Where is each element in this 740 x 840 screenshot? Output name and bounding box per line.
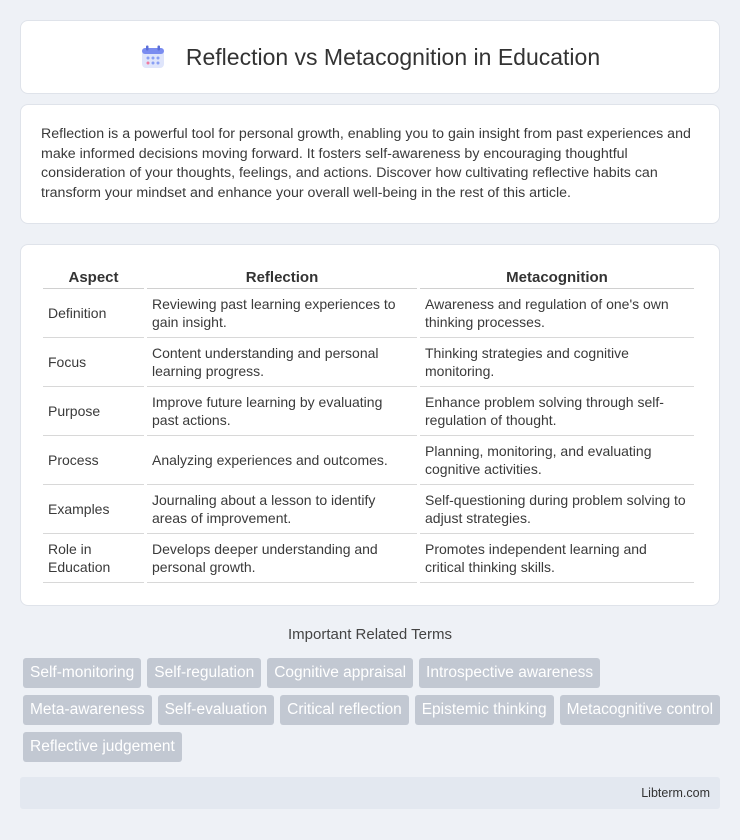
comparison-table [40,265,697,583]
table-header-row [43,265,694,289]
tag-cognitive-appraisal[interactable]: Cognitive appraisal [267,658,413,688]
aspect-cell: Purpose [43,387,144,436]
metacognition-cell: Thinking strategies and cognitive monitoring. [420,338,694,387]
header-aspect: Aspect [43,265,144,289]
title-card [20,20,720,94]
table-row [43,289,694,338]
tag-introspective-awareness[interactable]: Introspective awareness [419,658,600,688]
page-title: Reflection vs Metacognition in Education [185,43,601,70]
table-row [43,338,694,387]
aspect-cell: Process [43,436,144,485]
metacognition-cell: Awareness and regulation of one's own thinking processes. [420,289,694,338]
reflection-cell: Reviewing past learning experiences to gain insight. [147,289,417,338]
metacognition-cell: Planning, monitoring, and evaluating cognitive activities. [420,436,694,485]
tag-critical-reflection[interactable]: Critical reflection [280,695,409,725]
reflection-cell: Content understanding and personal learning progress. [147,338,417,387]
tag-metacognitive-control[interactable]: Metacognitive control [560,695,720,725]
metacognition-cell: Promotes independent learning and critical thinking skills. [420,534,694,583]
tag-self-regulation[interactable]: Self-regulation [147,658,261,688]
aspect-cell: Definition [43,289,144,338]
reflection-cell: Improve future learning by evaluating past actions. [147,387,417,436]
metacognition-cell: Self-questioning during problem solving to adjust strategies. [420,485,694,534]
related-terms-title: Important Related Terms [288,626,452,643]
metacognition-cell: Enhance problem solving through self-regulation of thought. [420,387,694,436]
tag-meta-awareness[interactable]: Meta-awareness [23,695,152,725]
tag-reflective-judgement[interactable]: Reflective judgement [23,732,182,762]
footer [20,777,720,809]
calendar-icon [140,44,166,70]
header-reflection: Reflection [147,265,417,289]
table-row [43,534,694,583]
tag-self-evaluation[interactable]: Self-evaluation [158,695,275,725]
intro-paragraph: Reflection is a powerful tool for personal growth, enabling you to gain insight from past experiences and make informed decisions moving forward. It fosters self-awareness by encouraging thoughtful consideration of your thoughts, feelings, and actions. Discover how cultivating reflective habits can transform your mindset and enhance your overall well-being in the rest of this article. [41,126,691,201]
table-row [43,436,694,485]
tag-epistemic-thinking[interactable]: Epistemic thinking [415,695,554,725]
aspect-cell: Focus [43,338,144,387]
table-row [43,485,694,534]
reflection-cell: Journaling about a lesson to identify areas of improvement. [147,485,417,534]
aspect-cell: Role in Education [43,534,144,583]
table-row [43,387,694,436]
aspect-cell: Examples [43,485,144,534]
title-wrap [140,44,600,71]
reflection-cell: Develops deeper understanding and personal growth. [147,534,417,583]
footer-site-link[interactable]: Libterm.com [641,786,710,800]
header-metacognition: Metacognition [420,265,694,289]
tag-self-monitoring[interactable]: Self-monitoring [23,658,141,688]
reflection-cell: Analyzing experiences and outcomes. [147,436,417,485]
related-terms-list [23,658,723,762]
comparison-card [20,244,720,606]
intro-card [20,104,720,224]
